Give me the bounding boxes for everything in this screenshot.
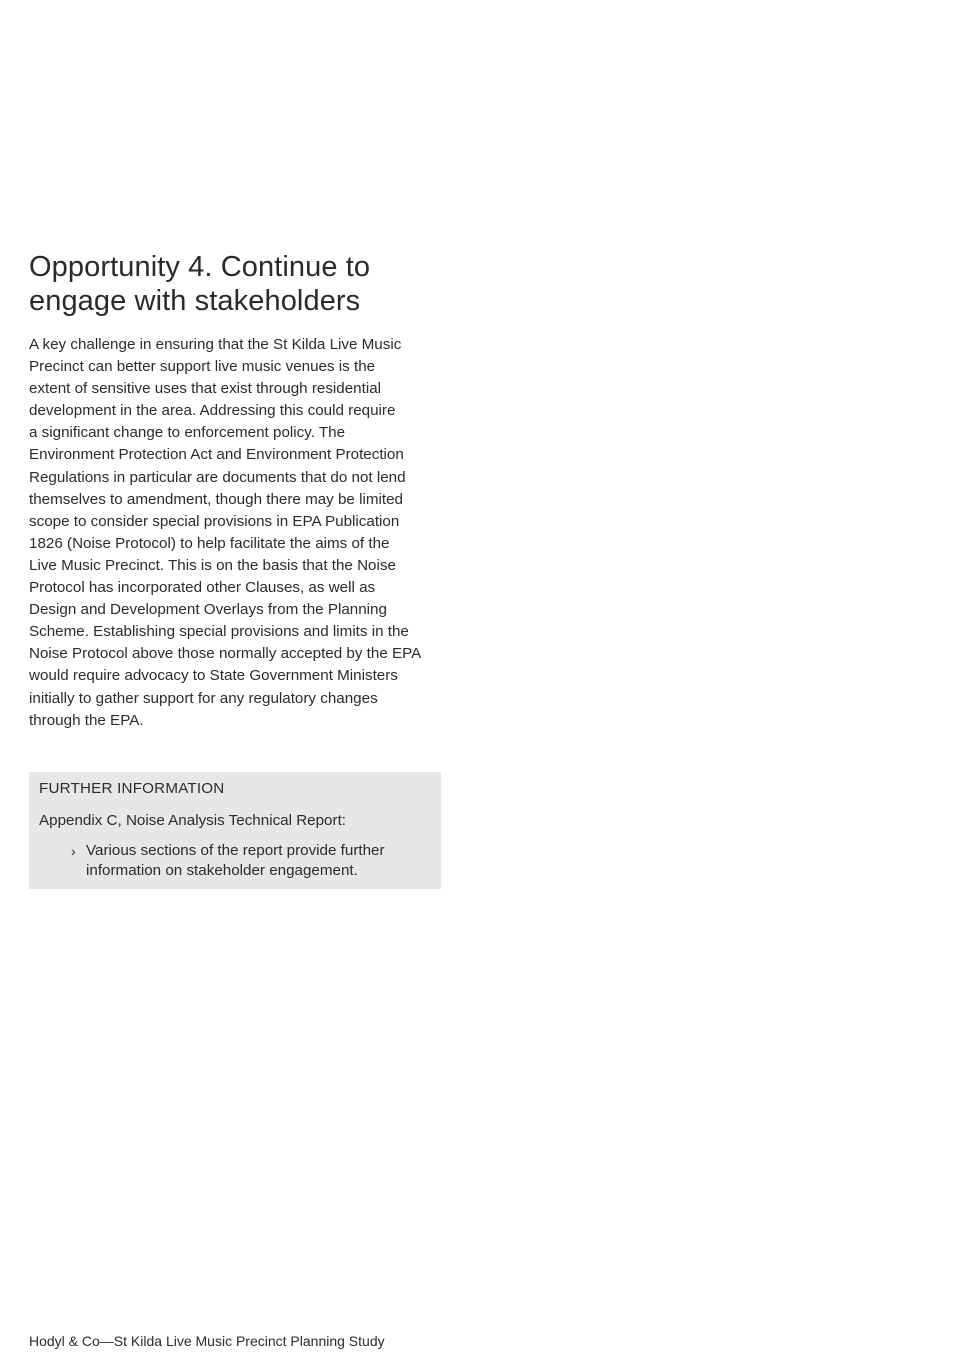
body-line: initially to gather support for any regulatory changes	[29, 689, 378, 707]
body-line: Live Music Precinct. This is on the basis that the Noise	[29, 556, 396, 574]
further-information-subtitle: Appendix C, Noise Analysis Technical Report:	[39, 812, 347, 829]
body-line: Noise Protocol above those normally accepted by the EPA	[29, 645, 422, 663]
body-line: through the EPA.	[29, 711, 144, 729]
body-line: Precinct can better support live music venues is the	[29, 358, 376, 376]
body-line: would require advocacy to State Government Ministers	[29, 667, 398, 685]
body-paragraph	[29, 334, 449, 732]
body-line: scope to consider special provisions in EPA Publication	[29, 512, 400, 530]
page-footer: Hodyl & Co—St Kilda Live Music Precinct Planning Study	[29, 1333, 385, 1349]
body-line: Environment Protection Act and Environment Protection	[29, 446, 404, 464]
body-line: themselves to amendment, though there may be limited	[29, 490, 403, 508]
heading-line: engage with stakeholders	[29, 285, 361, 317]
list-item	[39, 841, 431, 881]
body-line: A key challenge in ensuring that the St Kilda Live Music	[29, 336, 402, 353]
further-information-title: FURTHER INFORMATION	[39, 780, 225, 797]
further-information-box	[29, 772, 441, 889]
list-item-line: information on stakeholder engagement.	[86, 862, 358, 879]
list-item-line: Various sections of the report provide further	[86, 842, 385, 859]
body-line: Design and Development Overlays from the Planning	[29, 601, 387, 619]
chevron-right-icon: ›	[71, 843, 76, 859]
body-line: 1826 (Noise Protocol) to help facilitate the aims of the	[29, 534, 390, 552]
body-line: extent of sensitive uses that exist through residential	[29, 380, 382, 398]
body-line: Protocol has incorporated other Clauses, as well as	[29, 579, 376, 597]
section-heading	[29, 250, 459, 318]
further-information-list	[39, 841, 431, 881]
body-line: a significant change to enforcement policy. The	[29, 424, 346, 442]
body-line: development in the area. Addressing this could require	[29, 402, 396, 420]
body-line: Scheme. Establishing special provisions and limits in the	[29, 623, 409, 641]
heading-line: Opportunity 4. Continue to	[29, 251, 371, 283]
body-line: Regulations in particular are documents that do not lend	[29, 468, 406, 486]
